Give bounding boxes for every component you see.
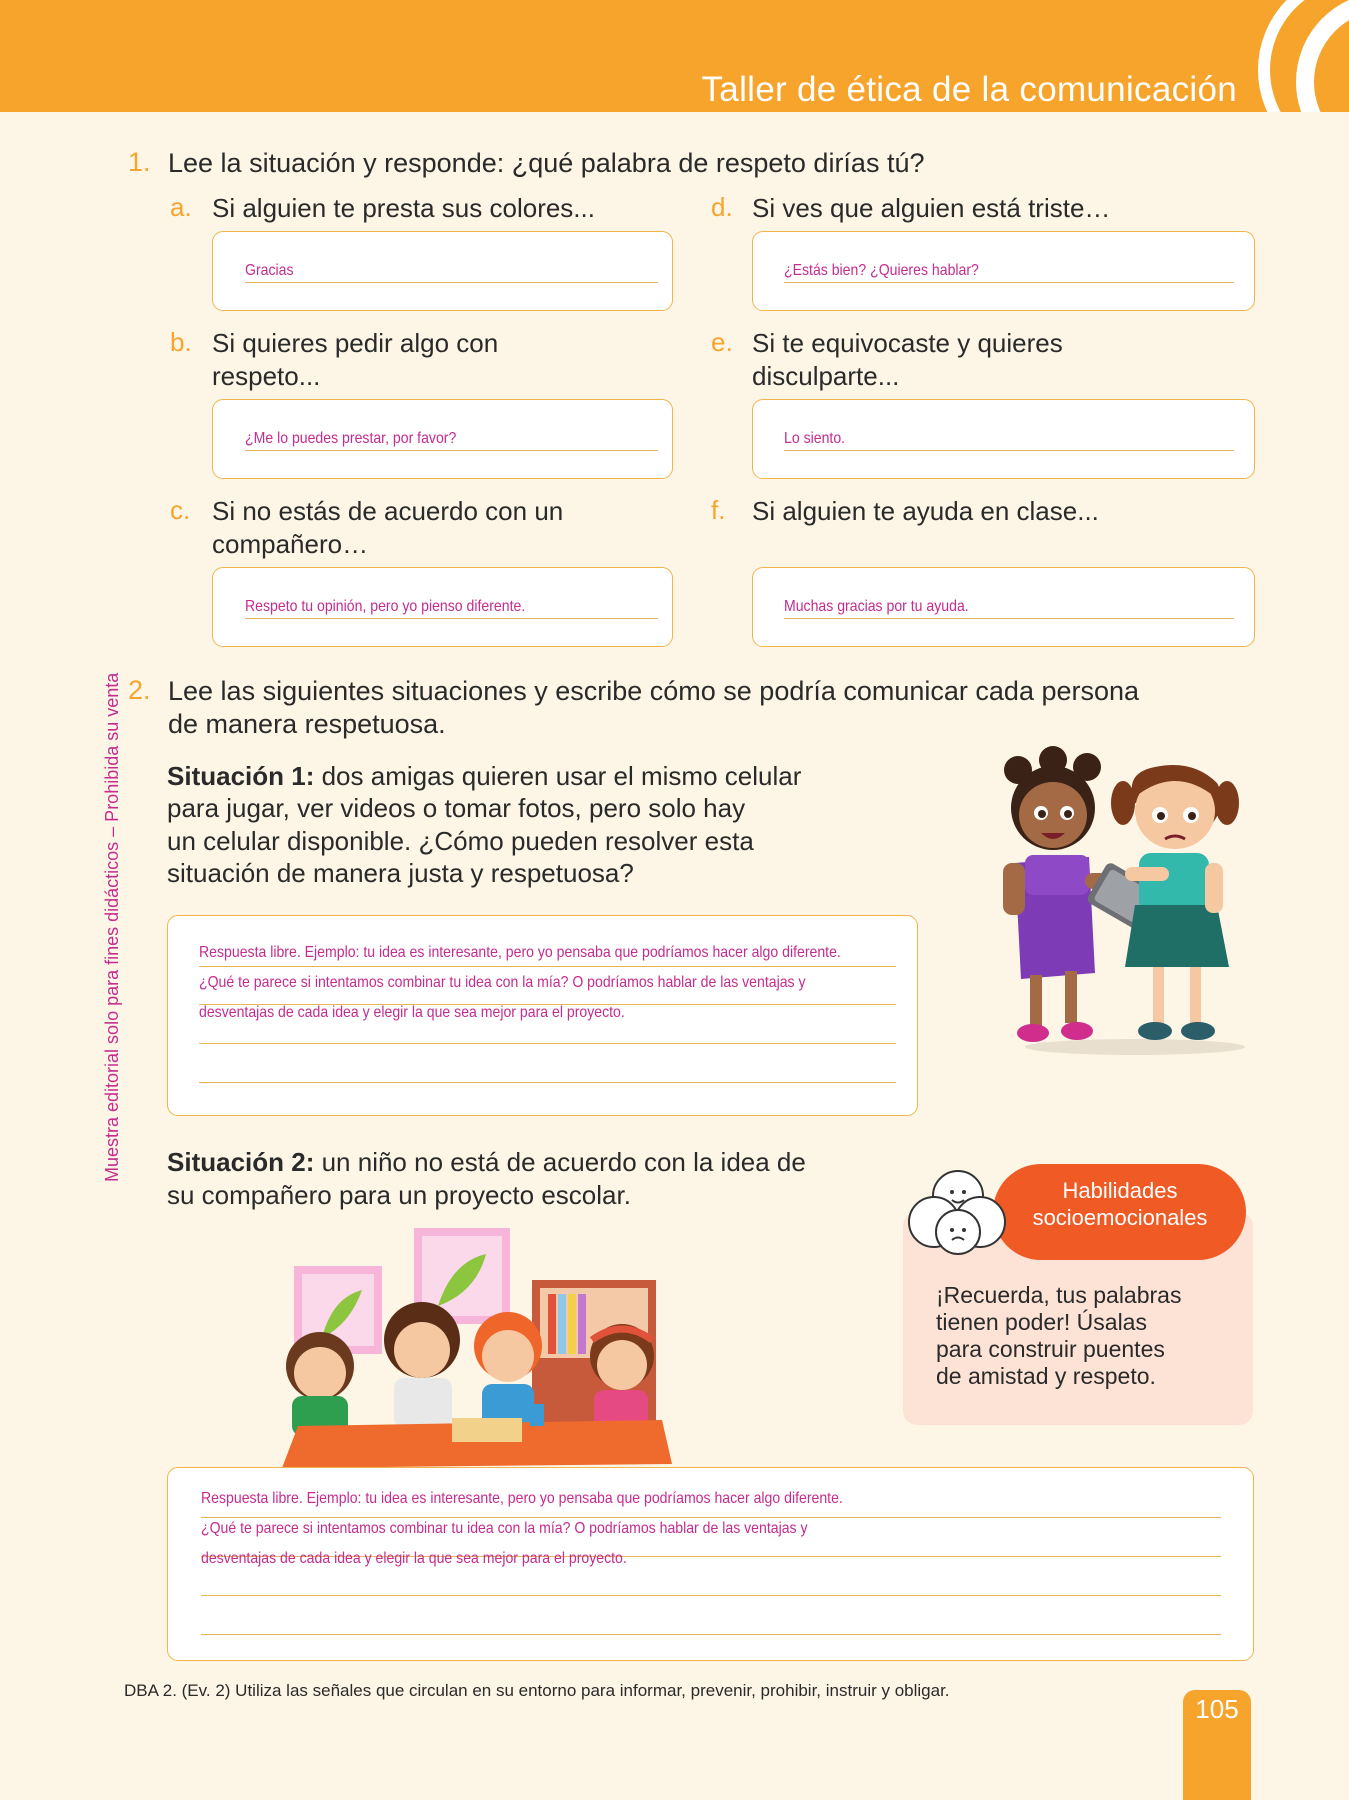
- situation-2-line1: [167, 1146, 806, 1179]
- answer-box-e[interactable]: [752, 399, 1255, 479]
- situation-1-text: dos amigas quieren usar el mismo celular: [321, 761, 802, 791]
- answer-b: ¿Me lo puedes prestar, por favor?: [245, 430, 457, 447]
- option-a-letter: a.: [170, 192, 192, 222]
- answer-box-a[interactable]: [212, 231, 673, 311]
- situation-1-line2: para jugar, ver videos o tomar fotos, pero solo hay: [167, 793, 746, 823]
- girls-sharing-tablet-illustration: [985, 745, 1255, 1060]
- dba-footnote: DBA 2. (Ev. 2) Utiliza las señales que circulan en su entorno para informar, prevenir, prohibir, instruir y obligar.: [124, 1681, 950, 1700]
- option-b-text-line1: Si quieres pedir algo con: [212, 328, 499, 358]
- answer-line: [199, 966, 896, 967]
- answer-line: [784, 282, 1234, 283]
- situation-1-line3: un celular disponible. ¿Cómo pueden resolver esta: [167, 826, 754, 856]
- answer-line: [199, 1082, 896, 1083]
- situation-1-line1: [167, 760, 801, 793]
- answer-box-c[interactable]: [212, 567, 673, 647]
- side-note: Muestra editorial solo para fines didácticos – Prohibida su venta: [102, 672, 122, 1182]
- option-d-text: Si ves que alguien está triste…: [752, 193, 1111, 223]
- situation-2-line2: su compañero para un proyecto escolar.: [167, 1180, 631, 1210]
- answer-line: [245, 282, 658, 283]
- option-d-letter: d.: [711, 192, 733, 222]
- answer-line: [245, 450, 658, 451]
- situation-2-text: un niño no está de acuerdo con la idea de: [321, 1147, 806, 1177]
- situation-2-answer-box[interactable]: [167, 1467, 1254, 1661]
- habilidades-text: [936, 1282, 1236, 1390]
- option-c-letter: c.: [170, 495, 191, 525]
- emotions-faces-icon: [908, 1168, 1008, 1256]
- answer-e: Lo siento.: [784, 430, 846, 447]
- answer-line: [201, 1595, 1221, 1596]
- habilidades-line1: ¡Recuerda, tus palabras: [936, 1282, 1182, 1308]
- habilidades-line4: de amistad y respeto.: [936, 1363, 1156, 1389]
- situation-1-answer-line2: ¿Qué te parece si intentamos combinar tu idea con la mía? O podríamos hablar de las ventajas y: [199, 974, 806, 991]
- option-f-letter: f.: [711, 495, 726, 525]
- question-2-text-line2: de manera respetuosa.: [168, 709, 446, 739]
- habilidades-title-line2: socioemocionales: [1032, 1205, 1208, 1230]
- option-e-text-line1: Si te equivocaste y quieres: [752, 328, 1063, 358]
- option-b-letter: b.: [170, 327, 192, 357]
- page-title: Taller de ética de la comunicación: [701, 70, 1237, 109]
- page-header: [0, 0, 1349, 112]
- answer-line: [784, 618, 1234, 619]
- situation-2-answer-line2: ¿Qué te parece si intentamos combinar tu idea con la mía? O podríamos hablar de las ventajas y: [201, 1520, 808, 1537]
- option-a-text: Si alguien te presta sus colores...: [212, 193, 595, 223]
- answer-line: [199, 1043, 896, 1044]
- situation-1-answer-box[interactable]: [167, 915, 918, 1116]
- situation-2-answer-line1: Respuesta libre. Ejemplo: tu idea es interesante, pero yo pensaba que podríamos hacer algo diferente.: [201, 1490, 843, 1507]
- situation-1-line4: situación de manera justa y respetuosa?: [167, 858, 634, 888]
- answer-a: Gracias: [245, 262, 294, 279]
- situation-2-label: Situación 2:: [167, 1147, 315, 1177]
- option-c-text-line2: compañero…: [212, 529, 369, 559]
- question-1-text: Lee la situación y responde: ¿qué palabra de respeto dirías tú?: [168, 148, 925, 178]
- option-c-text-line1: Si no estás de acuerdo con un: [212, 496, 564, 526]
- answer-c: Respeto tu opinión, pero yo pienso diferente.: [245, 598, 526, 615]
- page-number: 105: [1195, 1694, 1239, 1724]
- situation-1-answer-line3: desventajas de cada idea y elegir la que sea mejor para el proyecto.: [199, 1004, 625, 1021]
- answer-line: [245, 618, 658, 619]
- option-e-letter: e.: [711, 327, 733, 357]
- answer-line: [201, 1517, 1221, 1518]
- option-f-text: Si alguien te ayuda en clase...: [752, 496, 1099, 526]
- answer-box-b[interactable]: [212, 399, 673, 479]
- answer-line: [784, 450, 1234, 451]
- kids-at-table-illustration: [262, 1228, 672, 1468]
- question-2-text-line1: Lee las siguientes situaciones y escribe cómo se podría comunicar cada persona: [168, 676, 1140, 706]
- habilidades-line3: para construir puentes: [936, 1336, 1165, 1362]
- answer-f: Muchas gracias por tu ayuda.: [784, 598, 969, 615]
- option-b-text-line2: respeto...: [212, 361, 321, 391]
- habilidades-title-line1: Habilidades: [1062, 1178, 1178, 1203]
- answer-line: [201, 1634, 1221, 1635]
- situation-1-answer-line1: Respuesta libre. Ejemplo: tu idea es interesante, pero yo pensaba que podríamos hacer algo diferente.: [199, 944, 841, 961]
- question-1-number: 1.: [128, 147, 151, 177]
- answer-box-f[interactable]: [752, 567, 1255, 647]
- option-e-text-line2: disculparte...: [752, 361, 900, 391]
- answer-box-d[interactable]: [752, 231, 1255, 311]
- habilidades-line2: tienen poder! Úsalas: [936, 1309, 1147, 1335]
- habilidades-title: [1000, 1177, 1240, 1231]
- question-2-number: 2.: [128, 675, 151, 705]
- answer-d: ¿Estás bien? ¿Quieres hablar?: [784, 262, 979, 279]
- situation-1-label: Situación 1:: [167, 761, 315, 791]
- situation-2-answer-line3: desventajas de cada idea y elegir la que sea mejor para el proyecto.: [201, 1550, 627, 1567]
